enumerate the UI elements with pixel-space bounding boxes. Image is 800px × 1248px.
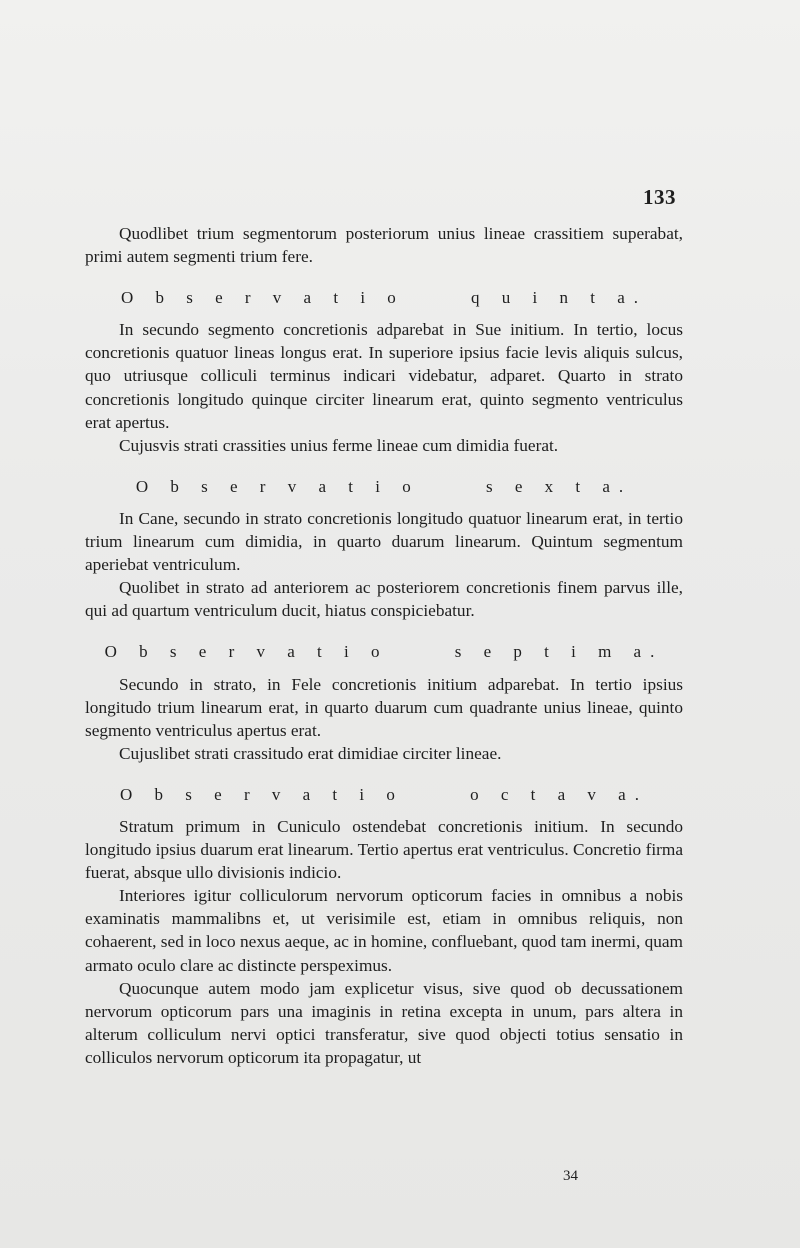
paragraph: Cujuslibet strati crassitudo erat dimidiae circiter lineae. xyxy=(119,743,502,763)
page-number: 133 xyxy=(643,185,676,209)
body-text xyxy=(85,222,683,1069)
paragraph: Cujusvis strati crassities unius ferme lineae cum dimidia fuerat. xyxy=(119,435,559,455)
paragraph: In Cane, secundo in strato concretionis longitudo quatuor linearum erat, in tertio trium linearum cum dimidia, in quarto duarum linearum. Quintum segmentum aperiebat ventriculum. xyxy=(85,508,683,575)
section-heading: O b s e r v a t i o q u i n t a. xyxy=(120,288,648,308)
paragraph: Quolibet in strato ad anteriorem ac posteriorem concretionis finem parvus ille, qui ad quartum ventriculum ducit, hiatus conspiciebatur. xyxy=(85,578,683,621)
section-heading: O b s e r v a t i o s e p t i m a. xyxy=(104,642,664,662)
section-heading: O b s e r v a t i o s e x t a. xyxy=(135,476,633,496)
paragraph: Interiores igitur colliculorum nervorum opticorum facies in omnibus a nobis examinatis mammalibns et, ut verisimile est, etiam in omnibus reliquis, non cohaerent, sed in loco nexus aeque, ac in homine, confluebant, quod tam inermi, quam armato oculo clare ac distincte perspeximus. xyxy=(85,886,683,975)
paragraph: In secundo segmento concretionis adparebat in Sue initium. In tertio, locus concretionis quatuor lineas longus erat. In superiore ipsius facie levis aliquis sulcus, quo utriusque colliculi terminus indicari videbatur, adparet. Quarto in strato concretionis longitudo quinque circiter linearum erat, quinto segmento ventriculus erat apertus. xyxy=(85,320,683,432)
paragraph: Quodlibet trium segmentorum posteriorum unius lineae crassitiem superabat, primi autem segmenti trium fere. xyxy=(85,224,683,267)
paragraph: Quocunque autem modo jam explicetur visus, sive quod ob decussationem nervorum opticorum pars una imaginis in retina excepta in unum, pars altera in alterum colliculum nervi optici transferatur, sive quod objecti totius sensatio in colliculos nervorum opticorum ita propagatur, ut xyxy=(85,978,683,1067)
section-heading: O b s e r v a t i o o c t a v a. xyxy=(120,784,648,804)
paragraph: Secundo in strato, in Fele concretionis initium adparebat. In tertio ipsius longitudo trium linearum erat, in quarto duarum cum quadrante unius lineae, quinto segmento ventriculus apertus erat. xyxy=(85,674,683,740)
signature-mark: 34 xyxy=(563,1168,578,1184)
paragraph: Stratum primum in Cuniculo ostendebat concretionis initium. In secundo longitudo ipsius duarum erat linearum. Tertio apertus erat ventriculus. Concretio firma fuerat, absque ullo divisionis indicio. xyxy=(85,816,683,883)
